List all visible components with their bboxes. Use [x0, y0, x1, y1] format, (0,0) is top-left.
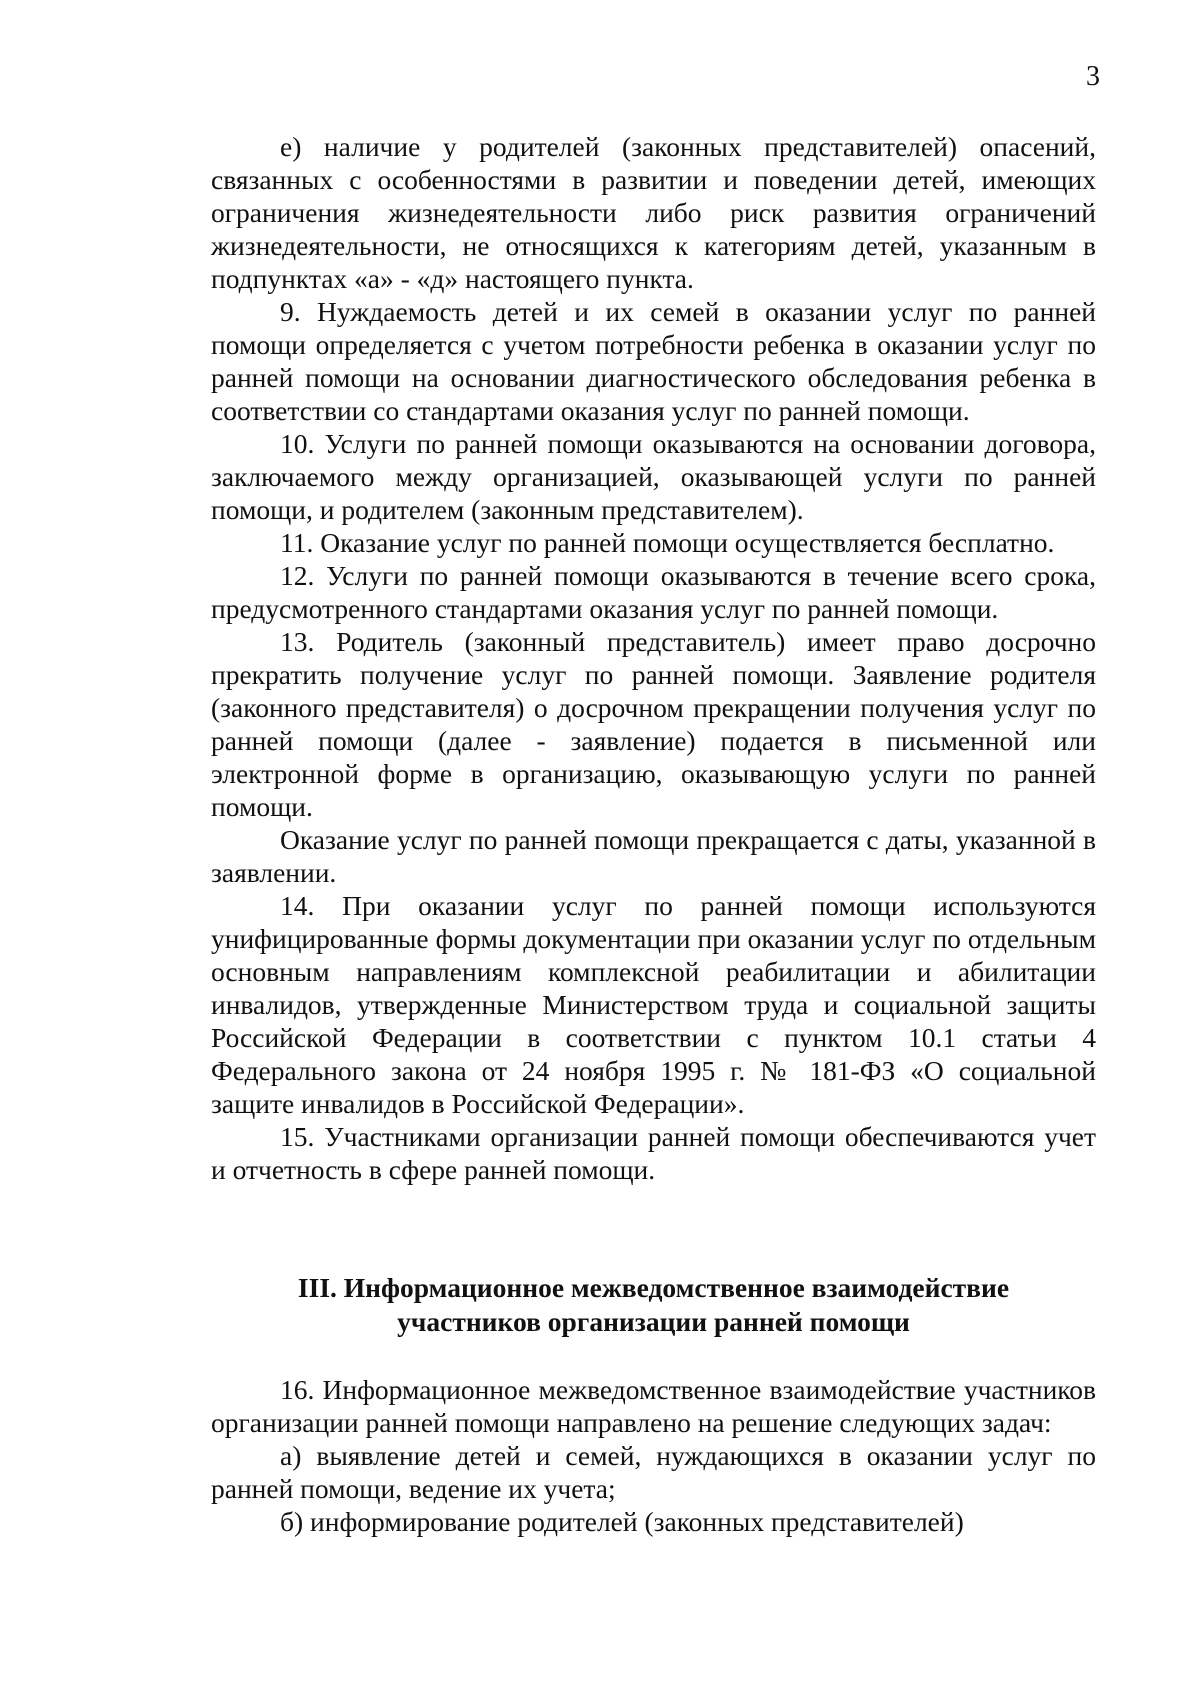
paragraph-9: 9. Нуждаемость детей и их семей в оказании услуг по ранней помощи определяется с учетом потребности ребенка в оказании услуг по ранней помощи на основании диагностического обследования ребенка в соответствии со стандартами оказания услуг по ранней помощи.: [211, 296, 1096, 426]
paragraph-15: 15. Участниками организации ранней помощи обеспечиваются учет и отчетность в сфере ранней помощи.: [211, 1121, 1096, 1185]
page-number: 3: [1086, 61, 1100, 92]
paragraph-e: е) наличие у родителей (законных представителей) опасений, связанных с особенностями в развитии и поведении детей, имеющих ограничения жизнедеятельности либо риск развития ограничений жизнедеятельности, не относящихся к категориям детей, указанным в подпунктах «а» - «д» настоящего пункта.: [211, 131, 1096, 294]
paragraph-13: 13. Родитель (законный представитель) имеет право досрочно прекратить получение услуг по ранней помощи. Заявление родителя (законного представителя) о досрочном прекращении получения услуг по ранней помощи (далее - заявление) подается в письменной или электронной форме в организацию, оказывающую услуги по ранней помощи.: [211, 626, 1096, 822]
paragraph-16-b: б) информирование родителей (законных представителей): [280, 1506, 964, 1537]
section-heading-line-2: участников организации ранней помощи: [397, 1306, 910, 1337]
paragraph-11: 11. Оказание услуг по ранней помощи осуществляется бесплатно.: [280, 527, 1055, 558]
paragraph-13-continued: Оказание услуг по ранней помощи прекращается с даты, указанной в заявлении.: [211, 824, 1096, 888]
section-heading-line-1: III. Информационное межведомственное взаимодействие: [297, 1272, 1010, 1303]
paragraph-16-a: а) выявление детей и семей, нуждающихся в оказании услуг по ранней помощи, ведение их учета;: [211, 1440, 1096, 1504]
paragraph-14: 14. При оказании услуг по ранней помощи используются унифицированные формы документации при оказании услуг по отдельным основным направлениям комплексной реабилитации и абилитации инвалидов, утвержденные Министерством труда и социальной защиты Российской Федерации в соответствии с пунктом 10.1 статьи 4 Федерального закона от 24 ноября 1995 г. № 181-ФЗ «О социальной защите инвалидов в Российской Федерации».: [211, 890, 1096, 1119]
section-heading: [211, 1271, 1096, 1339]
body-text: [211, 130, 1096, 1186]
section-body-text: [211, 1373, 1096, 1538]
paragraph-16: 16. Информационное межведомственное взаимодействие участников организации ранней помощи направлено на решение следующих задач:: [211, 1374, 1096, 1438]
paragraph-12: 12. Услуги по ранней помощи оказываются в течение всего срока, предусмотренного стандартами оказания услуг по ранней помощи.: [211, 560, 1096, 624]
paragraph-10: 10. Услуги по ранней помощи оказываются на основании договора, заключаемого между организацией, оказывающей услуги по ранней помощи, и родителем (законным представителем).: [211, 428, 1096, 525]
